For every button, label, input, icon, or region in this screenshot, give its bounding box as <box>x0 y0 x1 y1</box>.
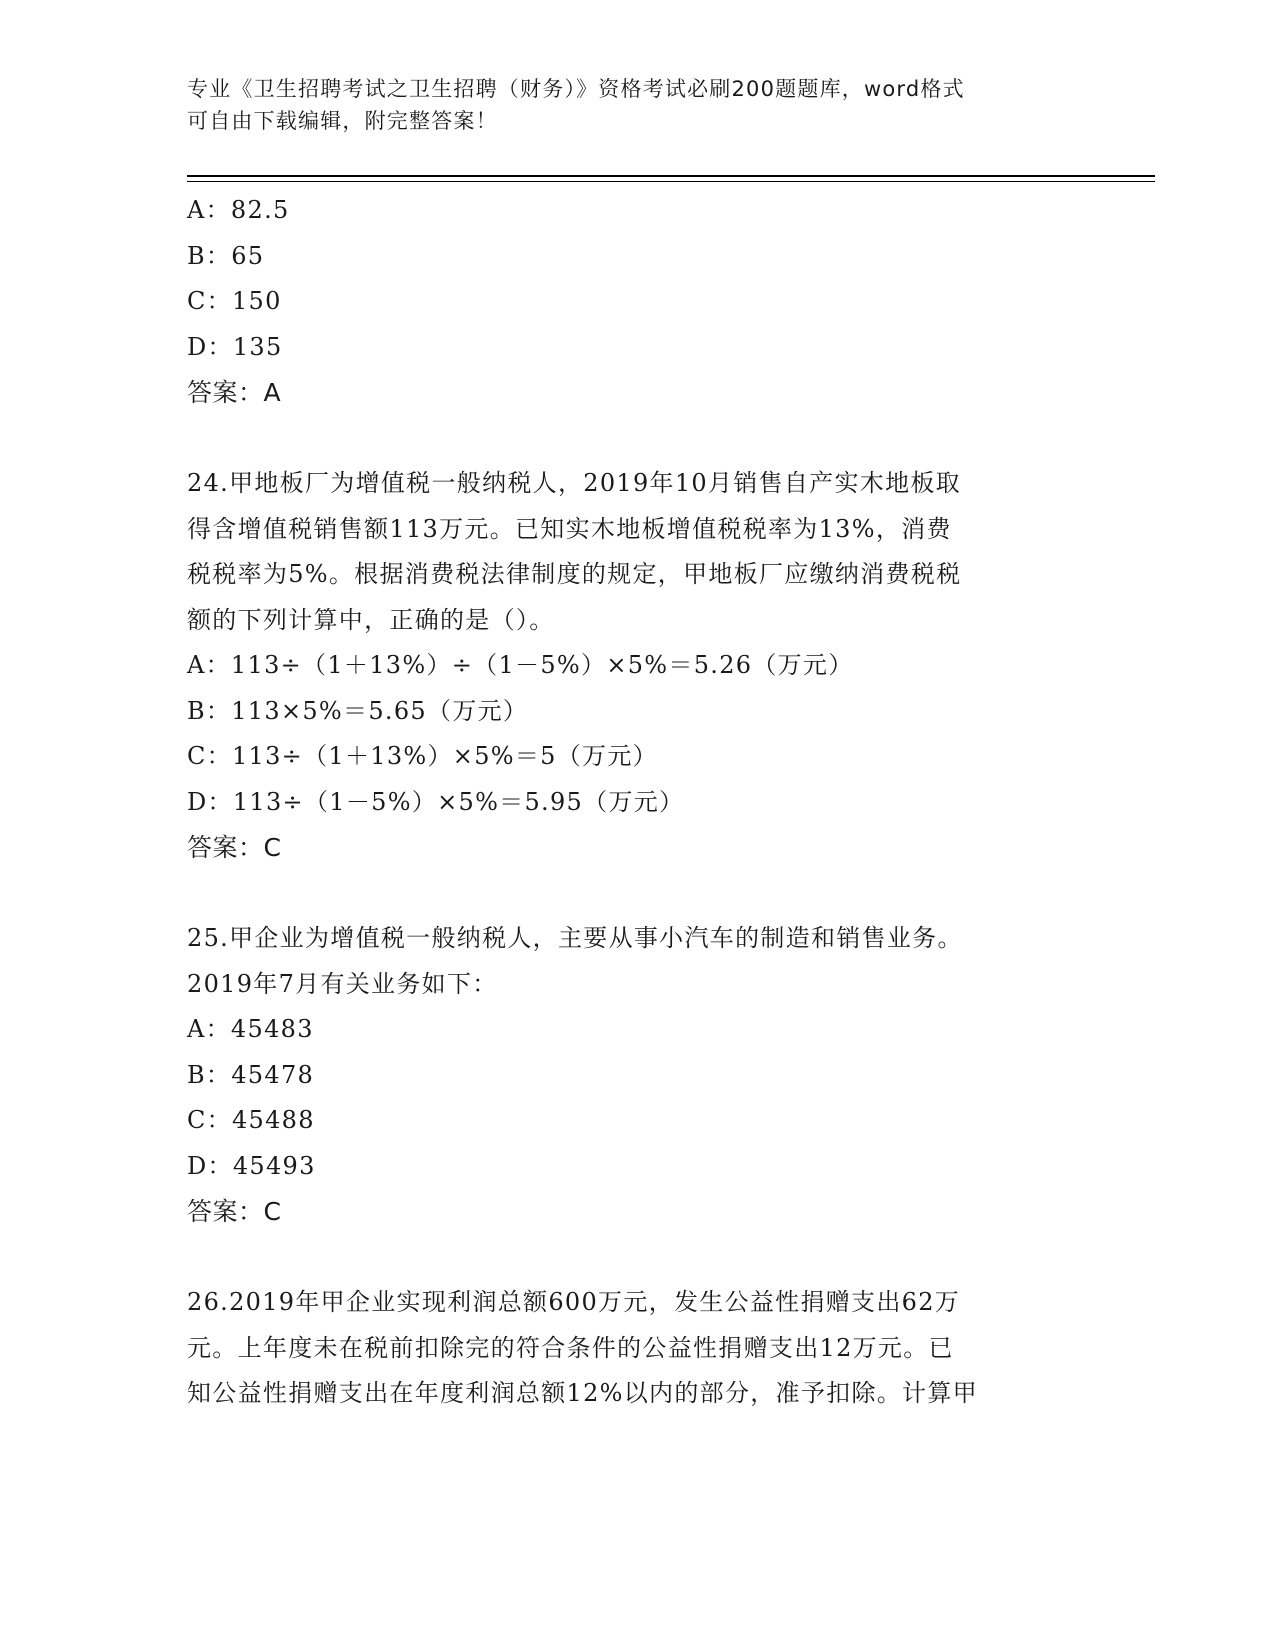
question-24 <box>187 461 1087 871</box>
option-a: A：113÷（1＋13%）÷（1－5%）×5%＝5.26（万元） <box>187 651 854 679</box>
option-a: A：45483 <box>187 1015 314 1043</box>
question-25 <box>187 916 1087 1235</box>
question-stem-line: 得含增值税销售额113万元。已知实木地板增值税税率为13%，消费 <box>187 514 952 543</box>
option-d: D：135 <box>187 332 283 361</box>
header-divider-thin <box>187 181 1155 182</box>
header-line-1: 专业《卫生招聘考试之卫生招聘（财务）》资格考试必刷200题题库，word格式 <box>187 77 965 101</box>
answer: 答案：C <box>187 833 282 862</box>
option-d: D：113÷（1－5%）×5%＝5.95（万元） <box>187 787 685 816</box>
option-c: C：150 <box>187 287 282 315</box>
answer: 答案：A <box>187 378 282 407</box>
option-b: B：65 <box>187 241 265 270</box>
question-stem-line: 额的下列计算中，正确的是（）。 <box>187 605 555 634</box>
question-stem-line: 26.2019年甲企业实现利润总额600万元，发生公益性捐赠支出62万 <box>187 1288 961 1316</box>
question-stem-line: 25.甲企业为增值税一般纳税人，主要从事小汽车的制造和销售业务。 <box>187 924 963 952</box>
question-stem-line: 元。上年度未在税前扣除完的符合条件的公益性捐赠支出12万元。已 <box>187 1333 954 1362</box>
option-b: B：45478 <box>187 1060 315 1089</box>
question-stem-line: 24.甲地板厂为增值税一般纳税人，2019年10月销售自产实木地板取 <box>187 469 961 497</box>
header-line-2: 可自由下载编辑，附完整答案！ <box>187 109 498 133</box>
question-26 <box>187 1280 1087 1417</box>
question-stem-line: 知公益性捐赠支出在年度利润总额12%以内的部分，准予扣除。计算甲 <box>187 1379 978 1407</box>
option-d: D：45493 <box>187 1151 316 1180</box>
question-stem-line: 税税率为5%。根据消费税法律制度的规定，甲地板厂应缴纳消费税税 <box>187 560 962 588</box>
page-header <box>187 73 1087 137</box>
option-c: C：45488 <box>187 1106 315 1134</box>
answer: 答案：C <box>187 1197 282 1226</box>
option-c: C：113÷（1＋13%）×5%＝5（万元） <box>187 742 658 770</box>
question-stem-line: 2019年7月有关业务如下： <box>187 969 498 998</box>
question-content <box>187 188 1087 1417</box>
header-divider <box>187 175 1155 177</box>
prev-question-block <box>187 188 1087 416</box>
option-a: A：82.5 <box>187 196 290 224</box>
option-b: B：113×5%＝5.65（万元） <box>187 696 529 725</box>
